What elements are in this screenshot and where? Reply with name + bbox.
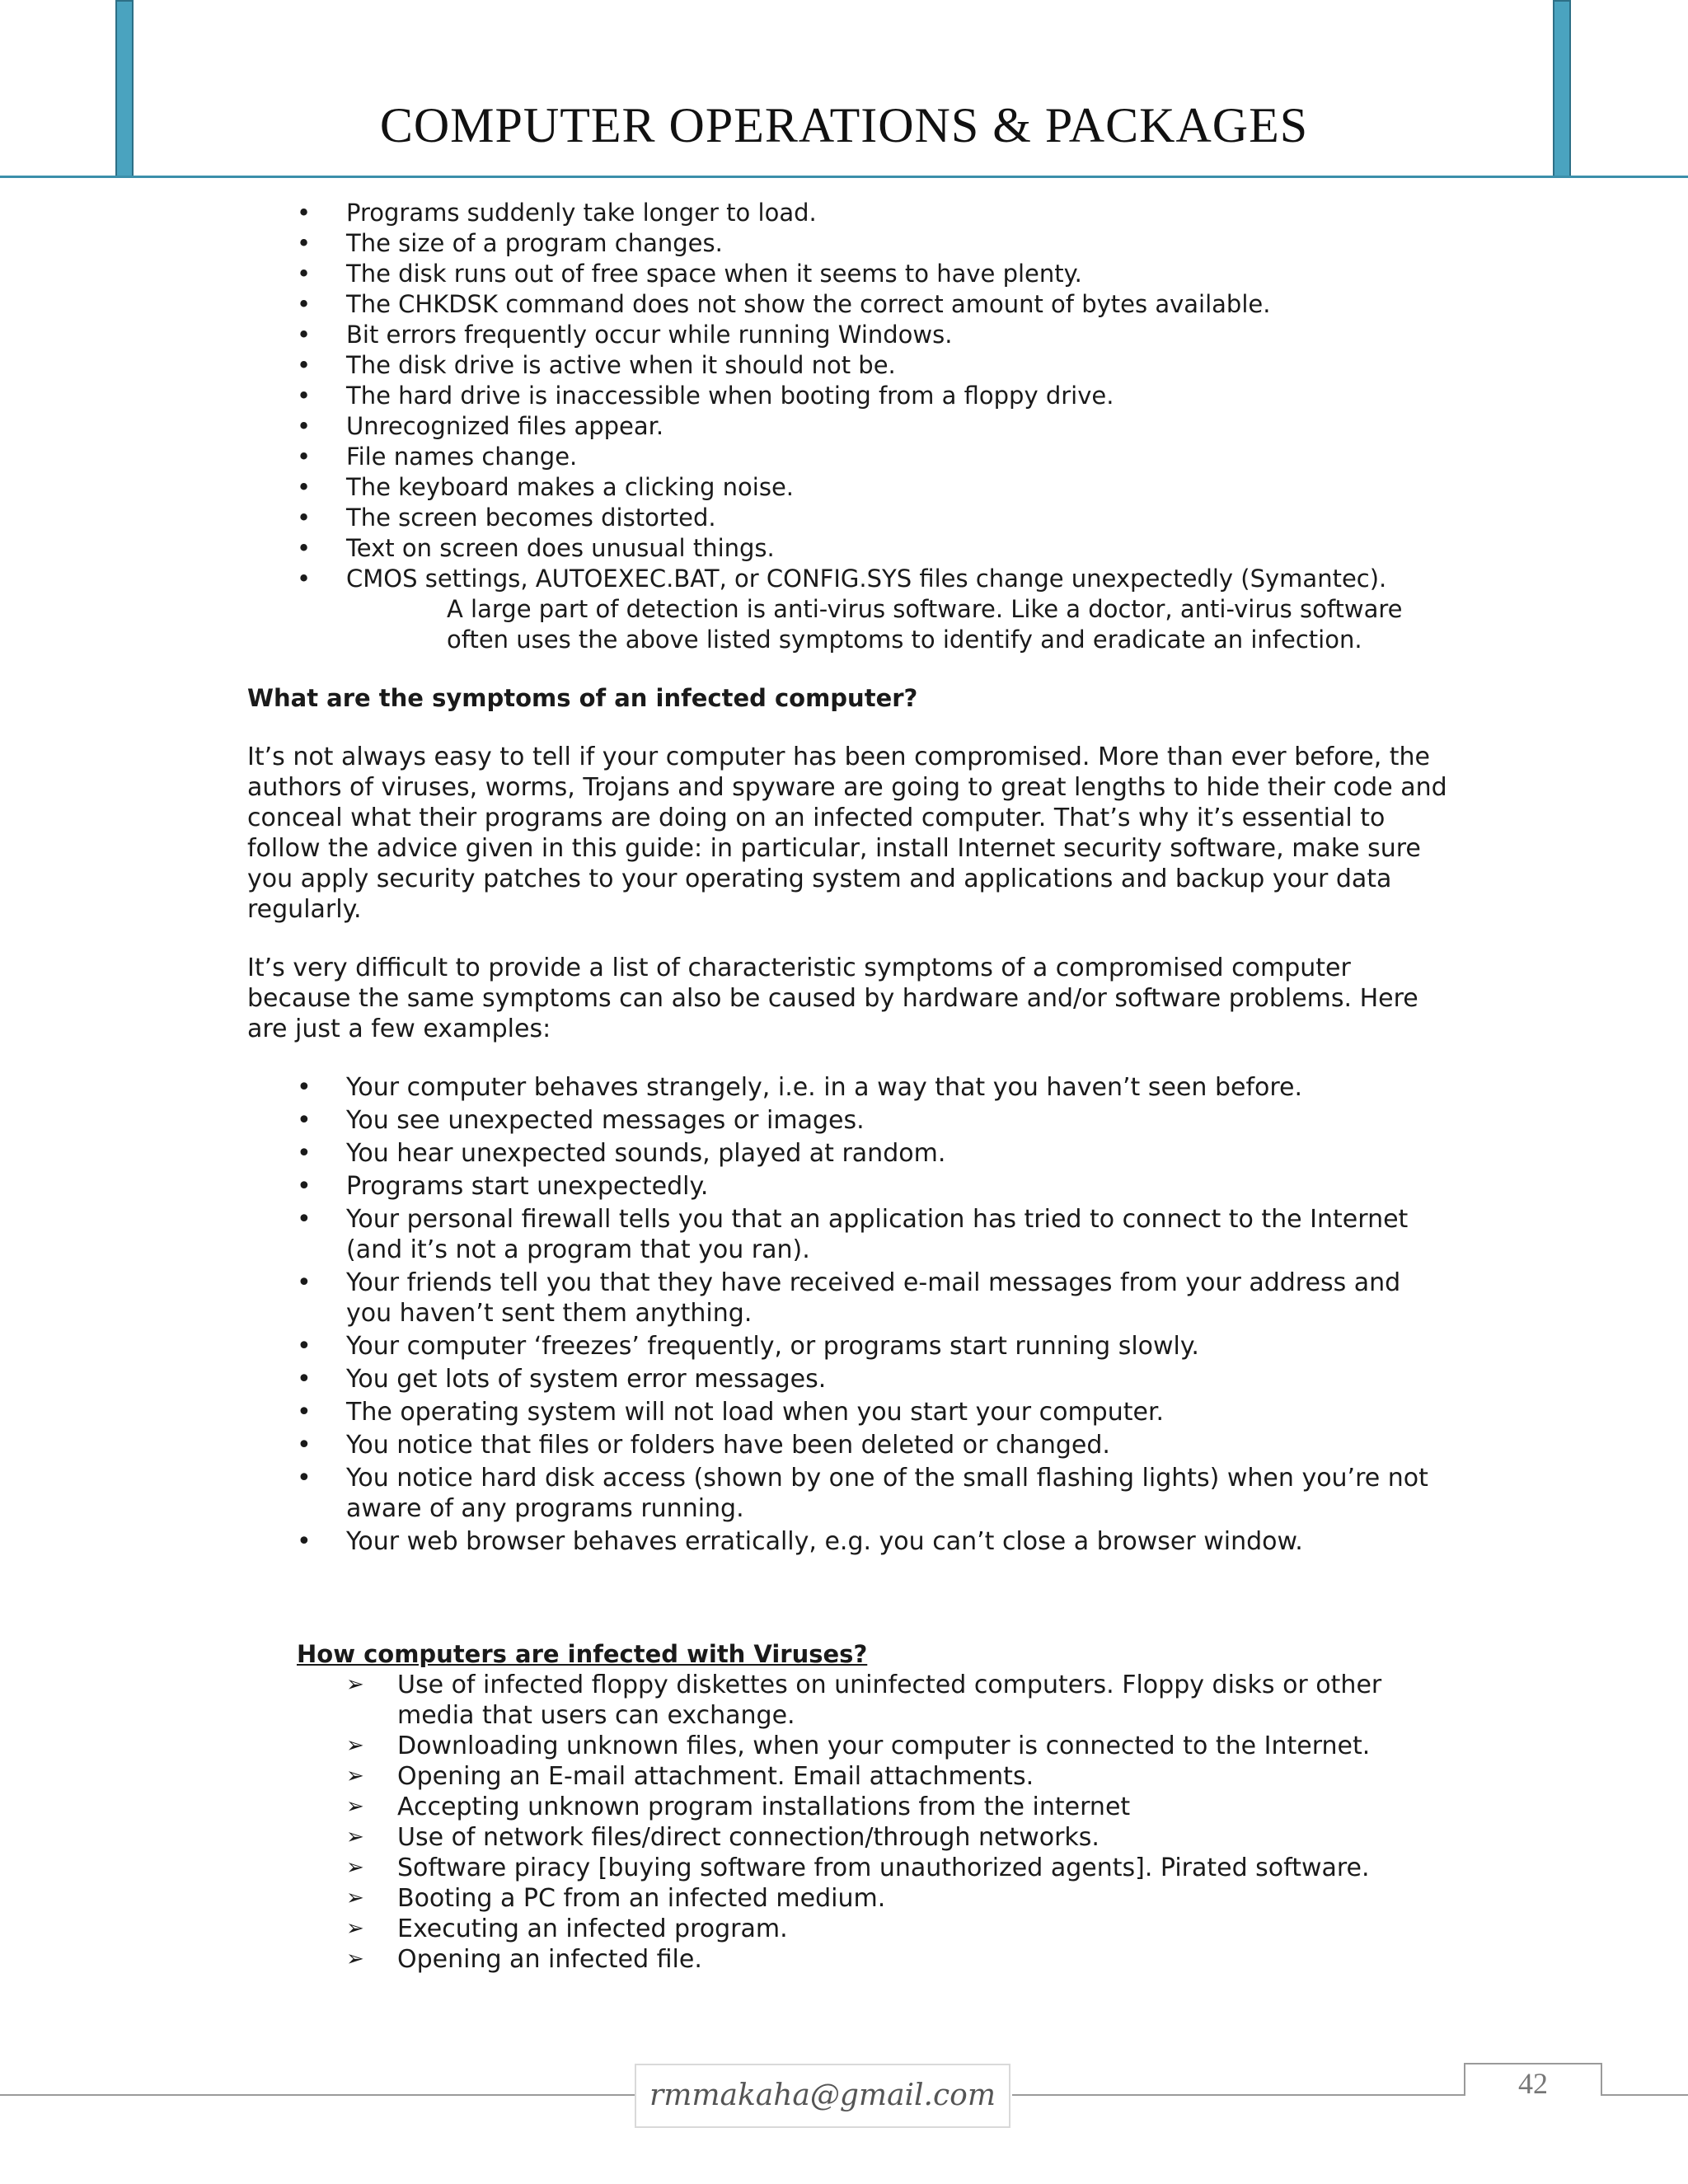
list-item-text: Programs start unexpectedly. bbox=[346, 1172, 709, 1201]
list-item bbox=[247, 1268, 1451, 1329]
list-item bbox=[247, 1204, 1451, 1265]
symptoms-heading: What are the symptoms of an infected computer? bbox=[247, 684, 918, 712]
page-number: 42 bbox=[1464, 2063, 1602, 2096]
list-item-text: You see unexpected messages or images. bbox=[346, 1106, 865, 1135]
footer-rule-right bbox=[1012, 2094, 1464, 2096]
list-item bbox=[247, 472, 1451, 503]
bullet-icon: • bbox=[297, 412, 312, 440]
arrow-bullet-icon: ➢ bbox=[346, 1916, 364, 1941]
paragraph-compromised: It’s not always easy to tell if your computer has been compromised. More than ever before, the authors of viruses, worms, Trojans and spyware are going to great lengths to hide their code and conceal what their programs are doing on an infected computer. That’s why it’s essential to follow the advice given in this guide: in particular, install Internet security software, make sure you apply security patches to your operating system and applications and backup your data regularly. bbox=[247, 743, 1447, 924]
list-item-text: The CHKDSK command does not show the correct amount of bytes available. bbox=[346, 290, 1271, 318]
bullet-icon: • bbox=[297, 443, 312, 471]
bullet-icon: • bbox=[297, 1431, 312, 1460]
list-item bbox=[297, 1853, 1451, 1883]
list-item-text: The keyboard makes a clicking noise. bbox=[346, 473, 795, 501]
bullet-icon: • bbox=[297, 1398, 312, 1427]
bullet-icon: • bbox=[297, 1172, 312, 1201]
list-item-text: The hard drive is inaccessible when booting from a floppy drive. bbox=[346, 382, 1114, 410]
list-item-text: Unrecognized files appear. bbox=[346, 412, 664, 440]
bullet-icon: • bbox=[297, 1332, 312, 1361]
list-item-text: Bit errors frequently occur while running Windows. bbox=[346, 321, 953, 349]
list-item bbox=[247, 289, 1451, 320]
list-item bbox=[247, 411, 1451, 442]
list-item-text: The size of a program changes. bbox=[346, 229, 723, 257]
list-item bbox=[247, 533, 1451, 564]
infection-methods-list bbox=[297, 1670, 1451, 1975]
bullet-icon: • bbox=[297, 1365, 312, 1394]
examples-list bbox=[247, 1072, 1451, 1557]
bullet-icon: • bbox=[297, 473, 312, 501]
bullet-icon: • bbox=[297, 229, 312, 257]
arrow-bullet-icon: ➢ bbox=[346, 1886, 364, 1910]
list-item bbox=[247, 1364, 1451, 1394]
list-item bbox=[247, 1430, 1451, 1460]
list-item-text: You notice hard disk access (shown by one of the small flashing lights) when you’re not aware of any programs running. bbox=[346, 1464, 1428, 1523]
list-item-text: The screen becomes distorted. bbox=[346, 504, 716, 532]
list-item bbox=[247, 503, 1451, 533]
list-item bbox=[247, 442, 1451, 472]
list-item-text: Opening an infected file. bbox=[397, 1945, 702, 1974]
bullet-icon: • bbox=[297, 1205, 312, 1234]
list-item bbox=[297, 1761, 1451, 1792]
arrow-bullet-icon: ➢ bbox=[346, 1947, 364, 1971]
list-item bbox=[297, 1670, 1451, 1731]
list-item-text: Programs suddenly take longer to load. bbox=[346, 199, 817, 227]
list-item bbox=[297, 1731, 1451, 1761]
symptom-list bbox=[247, 198, 1451, 594]
bullet-icon: • bbox=[297, 534, 312, 562]
list-item-text: CMOS settings, AUTOEXEC.BAT, or CONFIG.SYS files change unexpectedly (Symantec). bbox=[346, 565, 1387, 593]
list-item bbox=[247, 381, 1451, 411]
arrow-bullet-icon: ➢ bbox=[346, 1672, 364, 1697]
list-item-text: File names change. bbox=[346, 443, 578, 471]
list-item bbox=[247, 198, 1451, 228]
page-content bbox=[247, 198, 1451, 1975]
list-item bbox=[247, 1105, 1451, 1136]
list-item-text: Opening an E-mail attachment. Email attachments. bbox=[397, 1762, 1034, 1791]
bullet-icon: • bbox=[297, 1073, 312, 1102]
bullet-icon: • bbox=[297, 321, 312, 349]
list-item bbox=[297, 1792, 1451, 1822]
list-item bbox=[297, 1883, 1451, 1914]
bullet-icon: • bbox=[297, 1139, 312, 1168]
bullet-icon: • bbox=[297, 504, 312, 532]
list-item-text: Downloading unknown files, when your computer is connected to the Internet. bbox=[397, 1732, 1371, 1760]
list-item bbox=[247, 1526, 1451, 1557]
list-item bbox=[247, 564, 1451, 594]
arrow-bullet-icon: ➢ bbox=[346, 1855, 364, 1880]
list-item-text: You notice that files or folders have been deleted or changed. bbox=[346, 1431, 1110, 1460]
list-item bbox=[247, 350, 1451, 381]
bullet-icon: • bbox=[297, 1106, 312, 1135]
list-item-text: Accepting unknown program installations from the internet bbox=[397, 1793, 1131, 1821]
list-item bbox=[247, 1138, 1451, 1169]
bullet-icon: • bbox=[297, 260, 312, 288]
arrow-bullet-icon: ➢ bbox=[346, 1733, 364, 1758]
list-item-text: Your computer behaves strangely, i.e. in a way that you haven’t seen before. bbox=[346, 1073, 1303, 1102]
list-item-text: The disk drive is active when it should not be. bbox=[346, 351, 896, 379]
list-item-text: The disk runs out of free space when it seems to have plenty. bbox=[346, 260, 1082, 288]
list-item-text: Booting a PC from an infected medium. bbox=[397, 1884, 886, 1913]
list-item-text: Software piracy [buying software from unauthorized agents]. Pirated software. bbox=[397, 1854, 1370, 1882]
bullet-icon: • bbox=[297, 382, 312, 410]
list-item-text: Use of infected floppy diskettes on uninfected computers. Floppy disks or other media that users can exchange. bbox=[397, 1671, 1382, 1730]
list-item bbox=[297, 1944, 1451, 1975]
list-item bbox=[297, 1822, 1451, 1853]
list-item bbox=[247, 259, 1451, 289]
list-item-text: Text on screen does unusual things. bbox=[346, 534, 775, 562]
paragraph-difficult: It’s very difficult to provide a list of characteristic symptoms of a compromised computer because the same symptoms can also be caused by hardware and/or software problems. Here are just a few examples: bbox=[247, 954, 1418, 1043]
list-item bbox=[247, 1072, 1451, 1103]
bullet-icon: • bbox=[297, 199, 312, 227]
list-item-text: The operating system will not load when you start your computer. bbox=[346, 1398, 1165, 1427]
arrow-bullet-icon: ➢ bbox=[346, 1764, 364, 1788]
header-rule bbox=[0, 176, 1688, 178]
footer-email: rmmakaha@gmail.com bbox=[635, 2064, 1010, 2128]
detection-paragraph: A large part of detection is anti-virus software. Like a doctor, anti-virus software often uses the above listed symptoms to identify and eradicate an infection. bbox=[447, 595, 1403, 654]
bullet-icon: • bbox=[297, 290, 312, 318]
arrow-bullet-icon: ➢ bbox=[346, 1794, 364, 1819]
list-item-text: Your friends tell you that they have received e-mail messages from your address and you haven’t sent them anything. bbox=[346, 1268, 1401, 1328]
list-item-text: You get lots of system error messages. bbox=[346, 1365, 827, 1394]
list-item bbox=[297, 1914, 1451, 1944]
list-item bbox=[247, 320, 1451, 350]
list-item bbox=[247, 228, 1451, 259]
bullet-icon: • bbox=[297, 1464, 312, 1493]
list-item bbox=[247, 1463, 1451, 1524]
list-item bbox=[247, 1397, 1451, 1427]
arrow-bullet-icon: ➢ bbox=[346, 1825, 364, 1849]
list-item-text: Your computer ‘freezes’ frequently, or programs start running slowly. bbox=[346, 1332, 1199, 1361]
footer-rule-left bbox=[0, 2094, 635, 2096]
list-item-text: Your personal firewall tells you that an application has tried to connect to the Internet (and it’s not a program that you ran). bbox=[346, 1205, 1409, 1264]
infection-section bbox=[247, 1639, 1451, 1975]
list-item-text: You hear unexpected sounds, played at random. bbox=[346, 1139, 946, 1168]
page-header-title: COMPUTER OPERATIONS & PACKAGES bbox=[379, 98, 1309, 152]
bullet-icon: • bbox=[297, 565, 312, 593]
bullet-icon: • bbox=[297, 351, 312, 379]
bullet-icon: • bbox=[297, 1268, 312, 1297]
list-item bbox=[247, 1171, 1451, 1202]
list-item bbox=[247, 1331, 1451, 1361]
bullet-icon: • bbox=[297, 1527, 312, 1556]
list-item-text: Your web browser behaves erratically, e.g. you can’t close a browser window. bbox=[346, 1527, 1303, 1556]
footer-rule-end bbox=[1601, 2094, 1688, 2096]
list-item-text: Executing an infected program. bbox=[397, 1915, 788, 1943]
infection-heading: How computers are infected with Viruses? bbox=[297, 1640, 868, 1668]
list-item-text: Use of network files/direct connection/through networks. bbox=[397, 1823, 1100, 1852]
